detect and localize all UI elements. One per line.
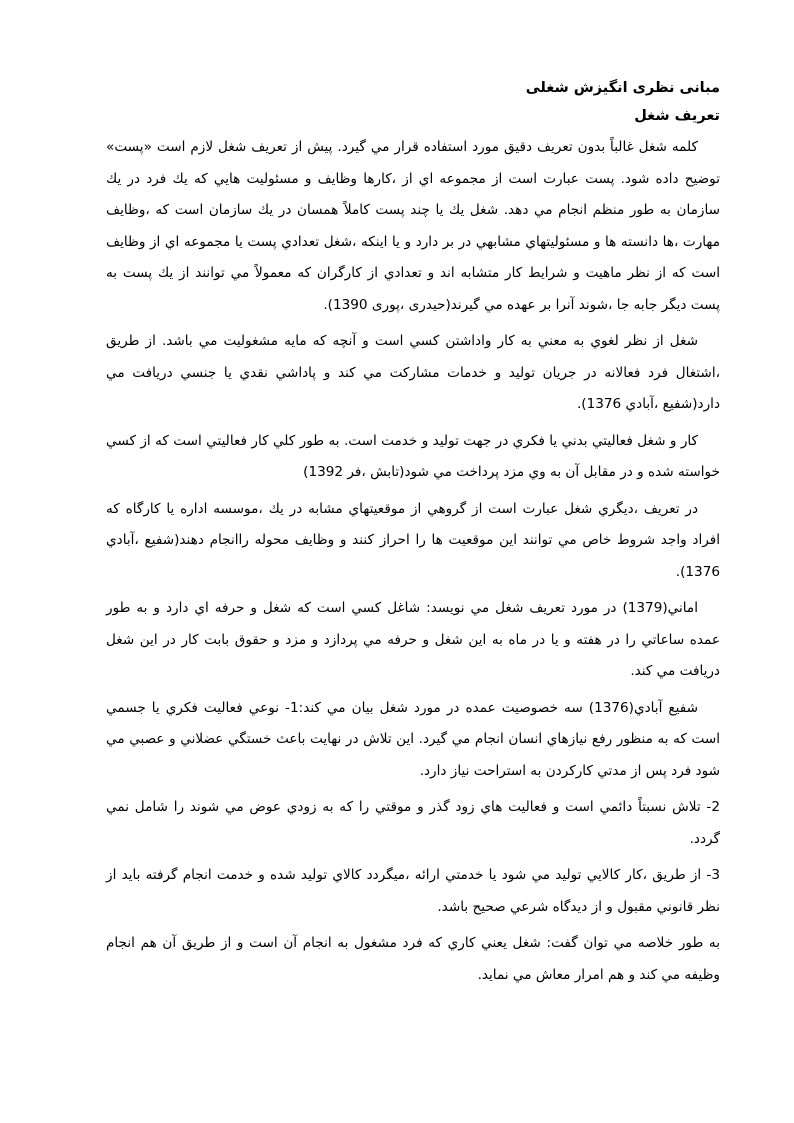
paragraph: [106, 792, 720, 855]
section-heading: تعریف شغل: [634, 108, 720, 124]
paragraph-line: گيرند(حیدری ،پوری 1390).: [323, 296, 480, 313]
paragraph-line: دهند(شفيع ،آبادي 1376).: [106, 532, 720, 580]
paragraph-line: نمي گردد.: [106, 799, 720, 847]
paragraph-line: شغل از نظر لغوي به معني به كار واداشتن كسي است و آنچه كه مايه مشغوليت مي باشد. از: [145, 333, 698, 349]
paragraph-line: كارگاه كه افراد واجد شروط خاص مي توانند اين موقعيت ها را احراز كنند و وظايف محوله راانجام: [106, 500, 720, 548]
paragraph: [106, 593, 720, 688]
paragraph-line: عضلاني و عصبي مي شود فرد پس از مدتي كاركردن به استراحت نياز دارد.: [106, 731, 720, 779]
paragraph-line: از كسي خواسته شده و در مقابل آن به وي مزد پرداخت مي شود(تابش ،فر 1392): [106, 432, 720, 480]
paragraph-line: انجام وظيفه مي كند و هم امرار معاش مي نمايد.: [106, 935, 720, 983]
paragraph: [106, 132, 720, 321]
paragraph-list: [106, 132, 720, 991]
paragraph-line: کلمه شغل غالباً بدون تعریف دقیق مورد استفاده قرار مي گيرد. پيش از تعريف شغل لازم است: [156, 139, 698, 155]
paragraph-line: سازمان است كه ،وظايف مهارت ،ها دانسته ها و مسئوليتهاي مشابهي در بر دارد و يا اينكه ،شغل: [106, 202, 720, 250]
paragraph: [106, 928, 720, 991]
paragraph-line: در اين شغل دريافت مي كند.: [106, 631, 720, 679]
paragraph-line: كارگران كه معمولاً مي توانند از يك پست به پست ديگر جابه جا ،شوند آنرا بر عهده مي: [106, 265, 720, 313]
paragraph-line: 3- از طريق ،كار كالايي توليد مي شود يا خدمتي ارائه ،ميگردد كالاي توليد شده و خدمت انجام: [182, 867, 720, 883]
paragraph-line: گرفته بايد از نظر قانوني مقبول و از ديدگاه شرعي صحيح باشد.: [106, 867, 720, 915]
paragraph-line: در تعريف ،ديگري شغل عبارت است از گروهي از موقعيتهاي مشابه در يك ،موسسه اداره يا: [166, 500, 698, 517]
paragraph: [106, 426, 720, 489]
paragraph-line: به طور خلاصه مي توان گفت: شغل يعني كاري كه فرد مشغول به انجام آن است و از طريق آن هم: [140, 935, 720, 951]
paragraph-line: اماني(1379) در مورد تعريف شغل مي نويسد: شاغل كسي است كه شغل و حرفه اي دارد و به: [136, 600, 698, 616]
document-body: [106, 74, 720, 996]
paragraph-line: طور عمده ساعاتي را در هفته و يا در ماه به اين شغل و حرفه مي پردازد و مزد و حقوق بابت كار: [106, 600, 720, 648]
paragraph: [106, 326, 720, 421]
paragraph: [106, 693, 720, 788]
paragraph-line: دريافت مي دارد(شفيع ،آبادي 1376).: [106, 364, 720, 412]
paragraph-line: تعدادي پست يا مجموعه اي از وظايف است كه از نظر ماهيت و شرايط كار متشابه اند و تعدادي از: [106, 233, 720, 281]
paragraph-line: يك فرد در يك سازمان به طور منظم انجام مي دهد. شغل يك يا چند پست كاملاً همسان در يك: [106, 170, 720, 218]
document-title: مبانی نظری انگیزش شغلی: [525, 80, 720, 96]
paragraph-line: شفيع آبادي(1376) سه خصوصيت عمده در مورد شغل بيان مي كند:1- نوعي فعاليت فكري يا: [151, 699, 699, 716]
paragraph-line: جسمي است كه به منظور رفع نيازهاي انسان انجام مي گيرد. اين تلاش در نهايت باعث خستگي: [106, 699, 720, 747]
paragraph-line: كار و شغل فعاليتي بدني يا فكري در جهت توليد و خدمت است. به طور كلي كار فعاليتي است كه: [155, 432, 699, 449]
paragraph: [106, 860, 720, 923]
paragraph: [106, 494, 720, 589]
paragraph-line: «پست» توضيح داده شود. پست عبارت است از مجموعه اي از ،كارها وظايف و مسئوليت هايي كه: [106, 139, 720, 187]
paragraph-line: 2- تلاش نسبتاً دائمي است و فعاليت هاي زود گذر و موقتي را كه به زودي عوض مي شوند را شامل: [134, 799, 720, 815]
paragraph-line: طريق ،اشتغال فرد فعالانه در جريان توليد و خدمات مشاركت مي كند و پاداشي نقدي يا جنسي: [106, 333, 720, 381]
